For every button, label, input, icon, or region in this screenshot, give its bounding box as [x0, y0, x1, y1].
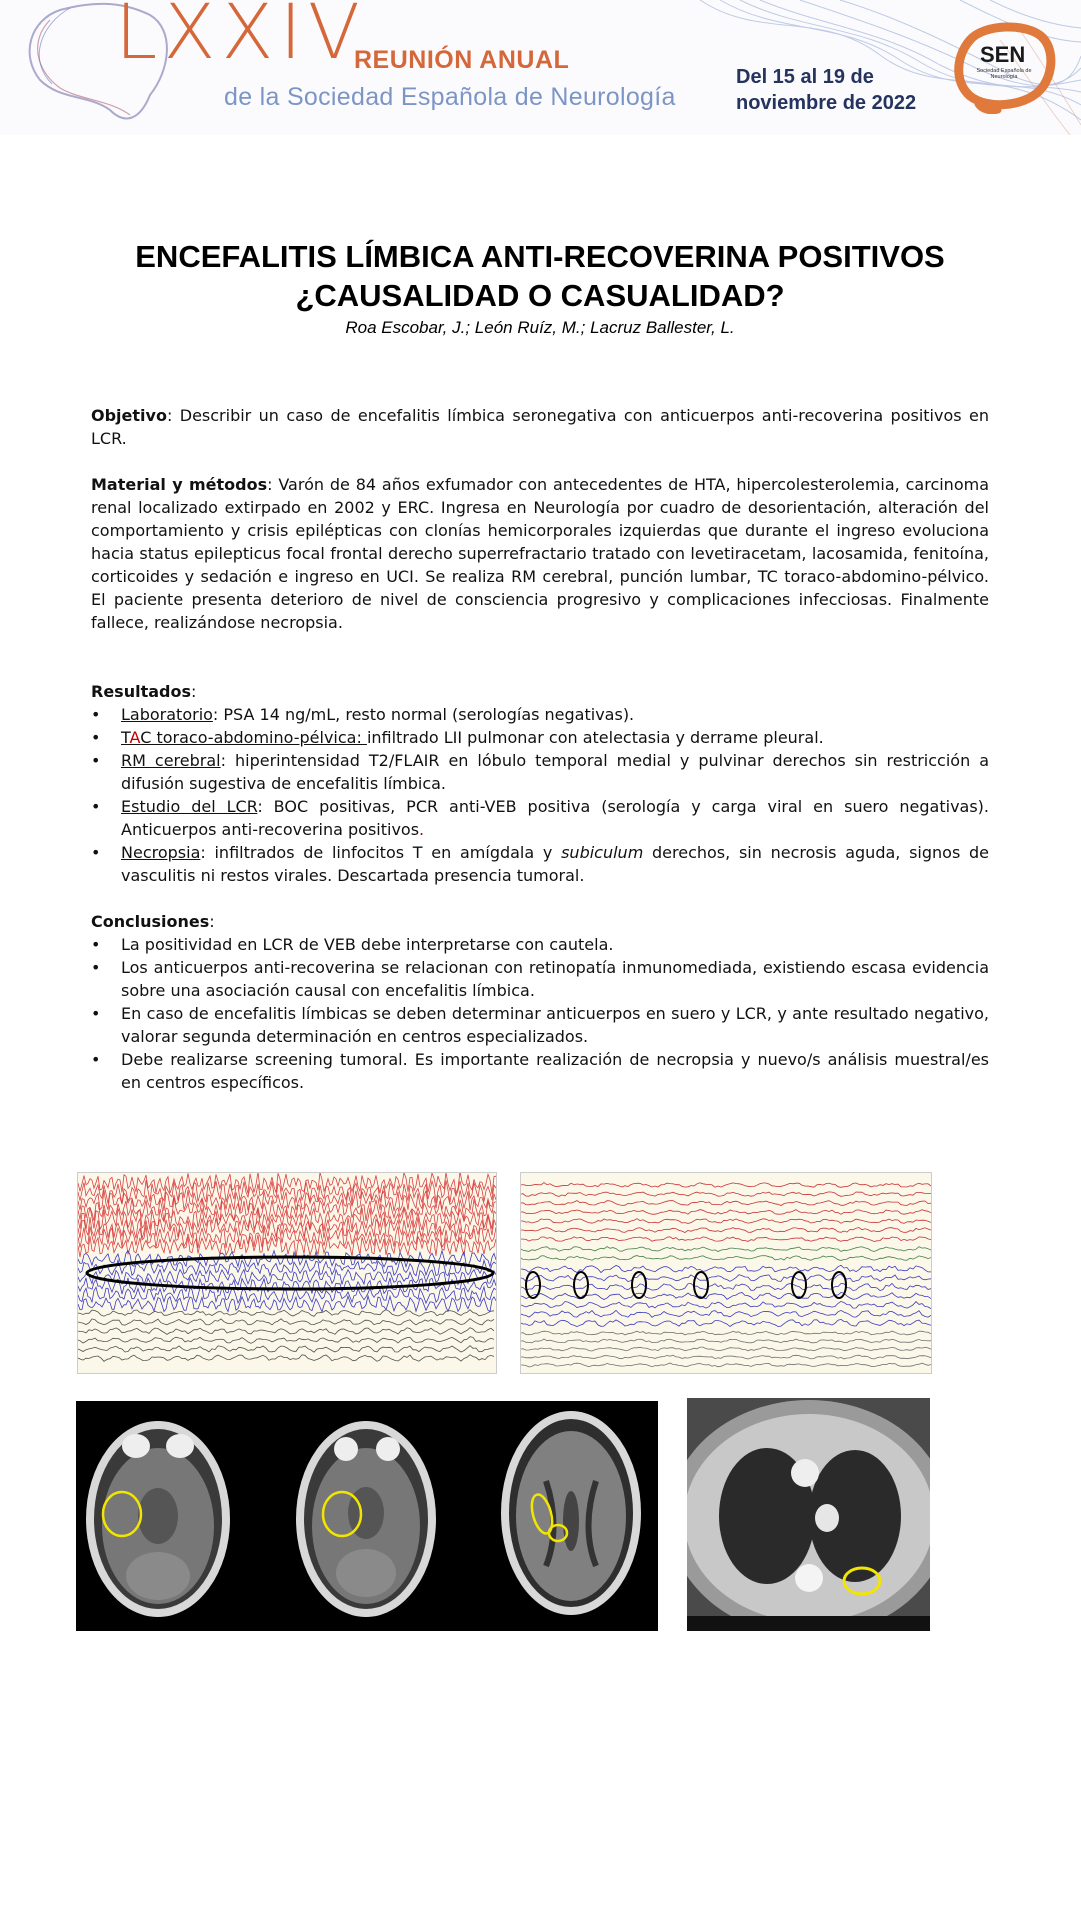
poster-title-line-1: ENCEFALITIS LÍMBICA ANTI-RECOVERINA POSITIVOS	[135, 239, 945, 274]
eeg-figure-right	[520, 1172, 932, 1374]
eeg-trace	[78, 1310, 494, 1317]
event-dates-line-2: noviembre de 2022	[736, 92, 917, 114]
objective-heading: Objetivo	[91, 406, 167, 425]
eeg-trace	[78, 1296, 496, 1312]
mri-slice-3	[501, 1411, 641, 1615]
result-label-laboratorio: Laboratorio	[121, 705, 213, 724]
mri-slices	[76, 1401, 658, 1631]
eeg-trace	[521, 1192, 931, 1197]
conclusions-heading: Conclusiones	[91, 912, 210, 931]
results-section	[91, 680, 989, 887]
eeg-trace	[521, 1331, 931, 1335]
eeg-trace	[78, 1216, 496, 1239]
results-heading: Resultados	[91, 682, 191, 701]
result-text: infiltrado LII pulmonar con atelectasia y derrame pleural.	[366, 728, 824, 747]
result-text: : PSA 14 ng/mL, resto normal (serologías negativas).	[212, 705, 635, 724]
event-dates-line-1: Del 15 al 19 de	[736, 66, 874, 88]
result-label-tac-part-a: T	[121, 728, 130, 747]
results-list	[91, 703, 989, 887]
list-item	[91, 841, 989, 887]
sen-logo-subtext: Sociedad Española de Neurología	[976, 68, 1032, 80]
sen-logo-text: SEN	[980, 42, 1026, 67]
eeg-trace	[78, 1319, 494, 1326]
eeg-trace	[78, 1346, 494, 1353]
conclusions-heading-colon: :	[209, 912, 215, 931]
eeg-traces-left	[78, 1173, 496, 1373]
objective-text: : Describir un caso de encefalitis límbica seronegativa con anticuerpos anti-recoverina positivos en LCR.	[91, 406, 989, 448]
eeg-trace	[521, 1339, 931, 1343]
result-label-tac-part-b: C toraco-abdomino-pélvica:	[140, 728, 367, 747]
eeg-trace	[521, 1237, 931, 1242]
list-item: • En caso de encefalitis límbicas se deben determinar anticuerpos en suero y LCR, y ante resultado negativo, valorar segunda determinación en centros especializados.	[91, 1002, 989, 1048]
methods-text: : Varón de 84 años exfumador con antecedentes de HTA, hipercolesterolemia, carcinoma renal localizado extirpado en 2002 y ERC. Ingresa en Neurología por cuadro de desorientación, alteración del comportamiento y crisis epilépticas con clonías hemicorporales izquierdas que durante el ingreso evoluciona hacia status epilepticus focal frontal derecho superrefractario tratado con levetiracetam, lacosamida, fenitoína, corticoides y sedación e ingreso en UCI. Se realiza RM cerebral, punción lumbar, TC toraco-abdomino-pélvico. El paciente presenta deterioro de nivel de consciencia progresivo y complicaciones infecciosas. Finalmente fallece, realizándose necropsia.	[91, 475, 990, 632]
list-item	[91, 703, 989, 726]
eeg-trace	[521, 1219, 931, 1224]
methods-heading: Material y métodos	[91, 475, 268, 494]
eeg-highlight-ellipse	[574, 1272, 588, 1298]
eeg-trace	[521, 1319, 931, 1326]
mri-slice-2	[296, 1421, 436, 1617]
objective-section	[91, 404, 989, 450]
eeg-trace	[521, 1347, 931, 1351]
eeg-trace	[521, 1301, 931, 1308]
result-text-italic: subiculum	[561, 843, 644, 862]
eeg-trace	[521, 1355, 931, 1359]
eeg-trace	[78, 1355, 494, 1362]
conclusions-section	[91, 910, 989, 1094]
list-item	[91, 795, 989, 841]
eeg-trace	[521, 1228, 931, 1233]
eeg-trace	[78, 1278, 496, 1294]
eeg-trace	[521, 1363, 931, 1367]
eeg-traces-right	[521, 1173, 931, 1373]
list-item: • Debe realizarse screening tumoral. Es importante realización de necropsia y nuevo/s análisis muestral/es en centros específicos.	[91, 1048, 989, 1094]
ct-slice	[687, 1398, 930, 1631]
mri-figure	[76, 1401, 658, 1631]
eeg-trace	[521, 1283, 931, 1290]
eeg-trace	[521, 1247, 931, 1252]
eeg-highlight-ellipse	[694, 1272, 708, 1298]
eeg-trace	[521, 1274, 931, 1281]
eeg-trace	[78, 1337, 494, 1344]
eeg-trace	[521, 1210, 931, 1215]
methods-section	[91, 473, 989, 634]
eeg-trace	[78, 1173, 496, 1194]
result-text: : hiperintensidad T2/FLAIR en lóbulo temporal medial y pulvinar derechos sin restricción a difusión sugestiva de encefalitis límbica.	[121, 751, 990, 793]
result-label-lcr: Estudio del LCR	[121, 797, 258, 816]
list-item	[91, 749, 989, 795]
society-name: de la Sociedad Española de Neurología	[224, 83, 676, 111]
ct-figure	[687, 1398, 930, 1631]
eeg-trace	[521, 1256, 931, 1261]
event-title: REUNIÓN ANUAL	[354, 46, 570, 74]
list-item	[91, 726, 989, 749]
poster-title-line-2: ¿CAUSALIDAD O CASUALIDAD?	[295, 278, 785, 313]
poster-title	[90, 237, 990, 315]
eeg-highlight-ellipse	[87, 1257, 493, 1289]
result-text: : BOC positivas, PCR anti-VEB positiva (serología y carga viral en suero negativas). Anticuerpos anti-recoverina positivos	[121, 797, 989, 839]
results-heading-colon: :	[190, 682, 197, 701]
eeg-trace	[521, 1310, 931, 1317]
list-item: • La positividad en LCR de VEB debe interpretarse con cautela.	[91, 933, 989, 956]
header-banner	[0, 0, 1081, 135]
event-dates	[736, 64, 916, 116]
list-item: • Los anticuerpos anti-recoverina se relacionan con retinopatía inmunomediada, existiendo escasa evidencia sobre una asociación causal con encefalitis límbica.	[91, 956, 989, 1002]
mri-slice-1	[86, 1421, 230, 1617]
conclusions-list	[91, 933, 989, 1094]
edition-numeral: LXXIV	[115, 0, 366, 76]
eeg-trace	[78, 1235, 496, 1258]
eeg-figure-left	[77, 1172, 497, 1374]
result-text-end: .	[419, 820, 425, 839]
result-label-rm: RM cerebral	[121, 751, 221, 770]
eeg-trace	[78, 1328, 494, 1335]
eeg-trace	[521, 1201, 931, 1206]
eeg-trace	[521, 1183, 931, 1188]
poster-authors: Roa Escobar, J.; León Ruíz, M.; Lacruz Ballester, L.	[345, 318, 735, 337]
result-label-tac-red-letter: A	[129, 728, 141, 747]
result-text: : infiltrados de linfocitos T en amígdala y	[200, 843, 562, 862]
result-text: derechos, sin necrosis aguda, signos de vasculitis ni restos virales. Descartada presencia tumoral.	[121, 843, 989, 885]
result-label-necropsia: Necropsia	[121, 843, 201, 862]
result-label-tac	[121, 728, 367, 747]
